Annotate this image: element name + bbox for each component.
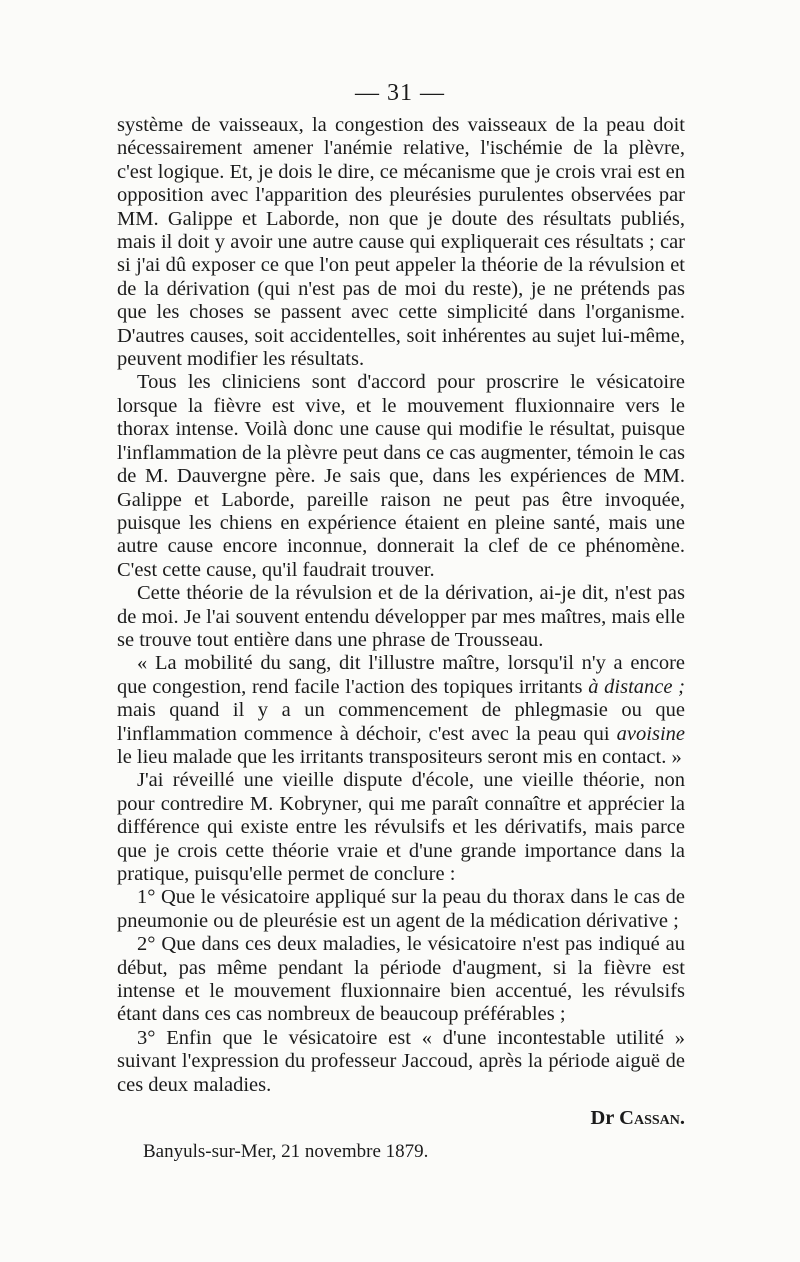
signature-title: Dr [590, 1107, 615, 1129]
quote-trousseau [117, 652, 685, 769]
conclusion-1: 1° Que le vésicatoire appliqué sur la peau du thorax dans le cas de pneumonie ou de pleurésie est un agent de la médication dérivative ; [117, 886, 685, 932]
paragraph-dispute: J'ai réveillé une vieille dispute d'école, une vieille théorie, non pour contredire M. Kobryner, qui me paraît connaître et apprécier la différence qui existe entre les révulsifs et les dérivatifs, mais parce que je crois cette théorie vraie et d'une grande importance dans la pratique, puisqu'elle permet de conclure : [117, 769, 685, 885]
page-number: — 31 — [355, 80, 445, 106]
quote-part-2: mais quand il y a un commencement de phlegmasie ou que l'inflammation commence à déchoir, c'est avec la peau qui [117, 699, 685, 745]
signature-name: Cassan. [619, 1107, 685, 1129]
paragraph-continuation: système de vaisseaux, la congestion des vaisseaux de la peau doit nécessairement amener l'anémie relative, l'ischémie de la plèvre, c'est logique. Et, je dois le dire, ce mécanisme que je crois vrai est en opposition avec l'apparition des pleurésies purulentes observées par MM. Galippe et Laborde, non que je doute des résultats publiés, mais il doit y avoir une autre cause qui expliquerait ces résultats ; car si j'ai dû exposer ce que l'on peut appeler la théorie de la révulsion et de la dérivation (qui n'est pas de moi du reste), je ne prétends pas que les choses se passent avec cette simplicité dans l'organisme. D'autres causes, soit accidentelles, soit inhérentes au sujet lui-même, peuvent modifier les résultats. [117, 114, 685, 371]
quote-part-3: le lieu malade que les irritants transpositeurs seront mis en contact. » [117, 745, 682, 768]
conclusion-3: 3° Enfin que le vésicatoire est « d'une incontestable utilité » suivant l'expression du professeur Jaccoud, après la période aiguë de ces deux maladies. [117, 1026, 685, 1096]
quote-part-1: « La mobilité du sang, dit l'illustre maître, lorsqu'il n'y a encore que congestion, rend facile l'action des topiques irritants [117, 652, 685, 698]
conclusion-2: 2° Que dans ces deux maladies, le vésicatoire n'est pas indiqué au début, pas même pendant la période d'augment, si la fièvre est intense et le mouvement fluxionnaire bien accentué, les révulsifs étant dans ces cas nombreux de beaucoup préférables ; [117, 933, 685, 1026]
dateline: Banyuls-sur-Mer, 21 novembre 1879. [143, 1141, 429, 1162]
paragraph-theorie: Cette théorie de la révulsion et de la dérivation, ai-je dit, n'est pas de moi. Je l'ai souvent entendu développer par mes maîtres, mais elle se trouve tout entière dans une phrase de Trousseau. [117, 582, 685, 651]
author-signature [117, 1106, 685, 1130]
paragraph-cliniciens: Tous les cliniciens sont d'accord pour proscrire le vésicatoire lorsque la fièvre est vive, et le mouvement fluxionnaire vers le thorax intense. Voilà donc une cause qui modifie le résultat, puisque l'inflammation de la plèvre peut dans ce cas augmenter, témoin le cas de M. Dauvergne père. Je sais que, dans les expériences de MM. Galippe et Laborde, pareille raison ne peut pas être invoquée, puisque les chiens en expérience étaient en pleine santé, mais une autre cause encore inconnue, donnerait la clef de ce phénomène. C'est cette cause, qu'il faudrait trouver. [117, 371, 685, 581]
body-text [117, 114, 685, 1097]
quote-italic-distance: à distance ; [588, 675, 685, 698]
quote-italic-avoisine: avoisine [616, 722, 685, 745]
